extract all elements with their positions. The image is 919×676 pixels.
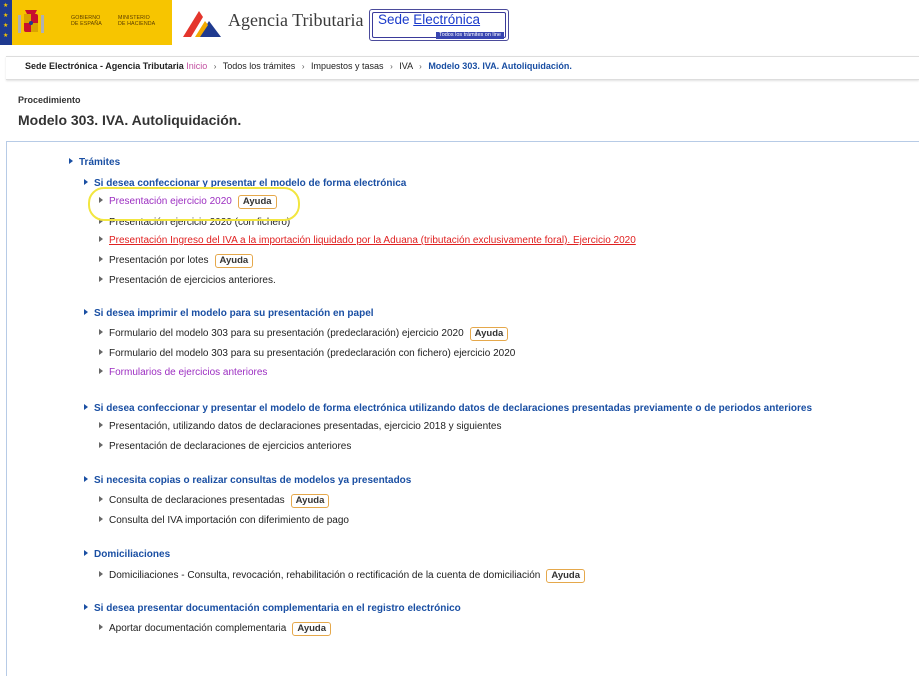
section-imprimir-papel[interactable] bbox=[84, 307, 374, 321]
section-title: Domiciliaciones bbox=[94, 549, 171, 560]
bullet-arrow-icon bbox=[99, 368, 103, 374]
eu-flag-strip bbox=[0, 0, 12, 45]
section-title: Si desea confeccionar y presentar el modelo de forma electrónica utilizando datos de declaraciones presentadas previamente o de periodos anteriores bbox=[94, 403, 813, 414]
link-formularios-anteriores[interactable]: Formularios de ejercicios anteriores bbox=[109, 367, 268, 378]
ayuda-button[interactable]: Ayuda bbox=[238, 195, 277, 209]
ayuda-button[interactable]: Ayuda bbox=[291, 494, 330, 508]
bullet-arrow-icon bbox=[99, 236, 103, 242]
bullet-arrow-icon bbox=[99, 276, 103, 282]
list-item bbox=[99, 234, 636, 248]
highlight-annotation bbox=[88, 187, 300, 221]
expand-arrow-icon bbox=[84, 550, 88, 556]
link-presentacion-2020-fichero[interactable]: Presentación ejercicio 2020 (con fichero) bbox=[109, 217, 291, 228]
list-item bbox=[99, 366, 267, 380]
sede-title-prefix: Sede bbox=[378, 12, 414, 27]
breadcrumb-separator-icon: › bbox=[301, 62, 305, 71]
link-presentacion-datos-2018[interactable]: Presentación, utilizando datos de declaraciones presentadas, ejercicio 2018 y siguientes bbox=[109, 421, 502, 432]
sede-subtitle: Todos los trámites on line bbox=[436, 32, 504, 39]
list-item bbox=[99, 514, 349, 528]
list-item bbox=[99, 347, 515, 361]
gov-line-2: DE ESPAÑA bbox=[71, 21, 102, 27]
expand-arrow-icon bbox=[84, 309, 88, 315]
section-title: Si desea confeccionar y presentar el modelo de forma electrónica bbox=[94, 178, 407, 189]
sede-title bbox=[378, 12, 480, 27]
section-datos-declaraciones-previas[interactable] bbox=[84, 402, 812, 416]
list-item bbox=[99, 274, 276, 288]
expand-arrow-icon bbox=[69, 158, 73, 164]
agencia-tributaria-logo-icon[interactable] bbox=[181, 7, 223, 39]
link-aportar-documentacion[interactable]: Aportar documentación complementaria bbox=[109, 623, 287, 634]
list-item bbox=[99, 327, 508, 341]
list-item bbox=[99, 569, 585, 583]
agency-name[interactable]: Agencia Tributaria bbox=[228, 10, 364, 30]
bullet-arrow-icon bbox=[99, 329, 103, 335]
list-item bbox=[99, 494, 329, 508]
spain-coat-of-arms-icon bbox=[15, 7, 47, 39]
ayuda-button[interactable]: Ayuda bbox=[292, 622, 331, 636]
link-ejercicios-anteriores[interactable]: Presentación de ejercicios anteriores. bbox=[109, 275, 276, 286]
list-item bbox=[99, 254, 253, 268]
section-title: Si desea presentar documentación complementaria en el registro electrónico bbox=[94, 603, 461, 614]
section-domiciliaciones[interactable] bbox=[84, 548, 170, 562]
eu-star-icon: ★ bbox=[3, 33, 9, 39]
breadcrumb-bar bbox=[6, 56, 919, 80]
expand-arrow-icon bbox=[84, 476, 88, 482]
ayuda-button[interactable]: Ayuda bbox=[215, 254, 254, 268]
sede-title-main: Electrónica bbox=[413, 12, 481, 27]
breadcrumb-link-iva[interactable]: IVA bbox=[399, 61, 413, 71]
breadcrumb-current: Modelo 303. IVA. Autoliquidación. bbox=[428, 61, 572, 71]
eu-star-icon: ★ bbox=[3, 23, 9, 29]
eu-star-icon: ★ bbox=[3, 13, 9, 19]
link-formulario-predeclaracion[interactable]: Formulario del modelo 303 para su presentación (predeclaración) ejercicio 2020 bbox=[109, 328, 464, 339]
ministry-line-1: MINISTERIO bbox=[118, 15, 150, 21]
gobierno-text bbox=[71, 15, 102, 27]
section-documentacion-complementaria[interactable] bbox=[84, 602, 461, 616]
link-formulario-predeclaracion-fichero[interactable]: Formulario del modelo 303 para su presentación (predeclaración con fichero) ejercicio 2020 bbox=[109, 348, 516, 359]
bullet-arrow-icon bbox=[99, 349, 103, 355]
breadcrumb-separator-icon: › bbox=[390, 62, 393, 71]
ministry-line-2: DE HACIENDA bbox=[118, 21, 156, 27]
procedure-label: Procedimiento bbox=[18, 95, 81, 105]
list-item bbox=[99, 420, 501, 434]
link-consulta-declaraciones[interactable]: Consulta de declaraciones presentadas bbox=[109, 495, 285, 506]
bullet-arrow-icon bbox=[99, 422, 103, 428]
breadcrumb-link-todos-tramites[interactable]: Todos los trámites bbox=[222, 61, 296, 71]
link-declaraciones-anteriores[interactable]: Presentación de declaraciones de ejercicios anteriores bbox=[109, 441, 352, 452]
tramites-heading-label: Trámites bbox=[79, 157, 121, 168]
tramites-heading[interactable] bbox=[69, 156, 120, 170]
list-item bbox=[99, 440, 351, 454]
page-title: Modelo 303. IVA. Autoliquidación. bbox=[18, 112, 242, 128]
bullet-arrow-icon bbox=[99, 571, 103, 577]
link-domiciliaciones-consulta[interactable]: Domiciliaciones - Consulta, revocación, rehabilitación o rectificación de la cuenta de domiciliación bbox=[109, 570, 541, 581]
bullet-arrow-icon bbox=[99, 516, 103, 522]
expand-arrow-icon bbox=[84, 604, 88, 610]
breadcrumb-separator-icon: › bbox=[419, 62, 422, 71]
bullet-arrow-icon bbox=[99, 256, 103, 262]
eu-star-icon: ★ bbox=[3, 3, 9, 9]
expand-arrow-icon bbox=[84, 179, 88, 185]
gobierno-banner[interactable] bbox=[0, 0, 172, 45]
breadcrumb-separator-icon: › bbox=[213, 62, 217, 71]
sede-electronica-logo[interactable] bbox=[369, 9, 509, 41]
breadcrumb-link-impuestos[interactable]: Impuestos y tasas bbox=[311, 61, 384, 71]
link-presentacion-2020[interactable]: Presentación ejercicio 2020 bbox=[109, 196, 232, 207]
ayuda-button[interactable]: Ayuda bbox=[546, 569, 585, 583]
bullet-arrow-icon bbox=[99, 442, 103, 448]
link-consulta-iva-importacion[interactable]: Consulta del IVA importación con diferimiento de pago bbox=[109, 515, 349, 526]
link-presentacion-lotes[interactable]: Presentación por lotes bbox=[109, 255, 209, 266]
link-ingreso-iva-importacion[interactable]: Presentación Ingreso del IVA a la importación liquidado por la Aduana (tributación exclusivamente foral). Ejercicio 2020 bbox=[109, 235, 636, 246]
gov-line-1: GOBIERNO bbox=[71, 15, 101, 21]
section-title: Si desea imprimir el modelo para su presentación en papel bbox=[94, 308, 374, 319]
bullet-arrow-icon bbox=[99, 624, 103, 630]
section-copias-consultas[interactable] bbox=[84, 474, 411, 488]
section-title: Si necesita copias o realizar consultas de modelos ya presentados bbox=[94, 475, 412, 486]
expand-arrow-icon bbox=[84, 404, 88, 410]
breadcrumb-link-inicio[interactable]: Inicio bbox=[186, 61, 208, 71]
breadcrumb bbox=[25, 61, 572, 71]
site-header bbox=[0, 0, 919, 45]
bullet-arrow-icon bbox=[99, 496, 103, 502]
ministerio-text bbox=[118, 15, 155, 27]
list-item bbox=[99, 622, 331, 636]
breadcrumb-site: Sede Electrónica - Agencia Tributaria bbox=[25, 61, 184, 71]
ayuda-button[interactable]: Ayuda bbox=[470, 327, 509, 341]
